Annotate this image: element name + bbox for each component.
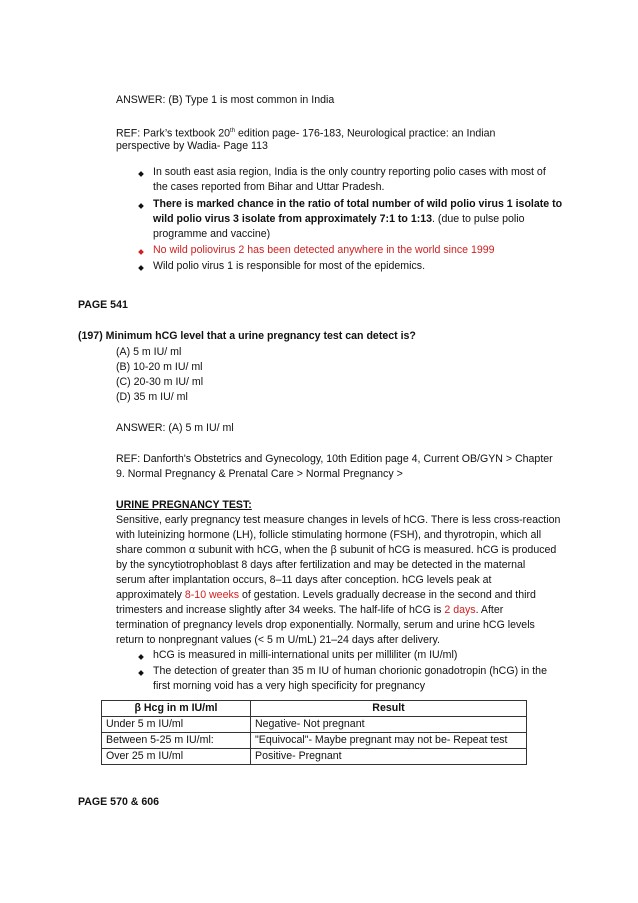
question-197: (197) Minimum hCG level that a urine pregnancy test can detect is?	[78, 330, 416, 342]
bullet-icon	[138, 249, 144, 255]
reference-danforth-line2: 9. Normal Pregnancy & Prenatal Care > Normal Pregnancy >	[116, 468, 403, 480]
table-cell: Negative- Not pregnant	[251, 717, 527, 733]
table-header: Result	[251, 701, 527, 717]
ref-superscript: th	[230, 128, 236, 134]
table-cell: Positive- Pregnant	[251, 749, 527, 765]
bullet-icon	[138, 171, 144, 177]
table-row	[102, 717, 527, 733]
table-cell: Under 5 m IU/ml	[102, 717, 251, 733]
table-cell: "Equivocal"- Maybe pregnant may not be- Repeat test	[251, 733, 527, 749]
para-line: termination of pregnancy levels drop exponentially. Normally, serum and urine hCG levels	[116, 619, 535, 631]
bullet-ratio-line1: There is marked chance in the ratio of total number of wild polio virus 1 isolate to	[153, 198, 563, 210]
para-line	[116, 588, 536, 602]
para-line: by the syncytiotrophoblast 8 days after fertilization and may be detected in the maternal	[116, 559, 526, 571]
page-541-heading: PAGE 541	[78, 299, 128, 311]
ref-text: REF: Park’s textbook 20	[116, 127, 231, 140]
page-570-heading: PAGE 570 & 606	[78, 796, 160, 808]
reference-park-line2: perspective by Wadia- Page 113	[116, 140, 268, 152]
bullet-icon	[138, 265, 144, 271]
bullet-detection-line1: The detection of greater than 35 m IU of human chorionic gonadotropin (hCG) in the	[153, 665, 547, 677]
bullet-wpv2: No wild poliovirus 2 has been detected anywhere in the world since 1999	[153, 244, 495, 256]
answer-hcg: ANSWER: (A) 5 m IU/ ml	[116, 422, 234, 434]
para-line: Sensitive, early pregnancy test measure changes in levels of hCG. There is less cross-reaction	[116, 514, 561, 526]
table-cell: Between 5-25 m IU/ml:	[102, 733, 251, 749]
para-line: serum after implantation occurs, 8–11 days after conception. hCG levels peak at	[116, 574, 492, 586]
table-cell: Over 25 m IU/ml	[102, 749, 251, 765]
para-text: . After	[475, 604, 504, 616]
bullet-ratio-line3: programme and vaccine)	[153, 228, 271, 240]
hcg-result-table	[101, 700, 527, 765]
reference-danforth-line1: REF: Danforth's Obstetrics and Gynecology, 10th Edition page 4, Current OB/GYN > Chapter	[116, 453, 553, 465]
para-text: trimesters and increase slightly after 34 weeks. The half-life of hCG is	[116, 604, 445, 616]
bullet-ratio-bold: wild polio virus 3 isolate from approximately 7:1 to 1:13	[153, 213, 433, 225]
para-text: of gestation. Levels gradually decrease in the second and third	[239, 589, 536, 601]
ref-text-continued: edition page- 176-183, Neurological practice: an Indian	[235, 127, 496, 140]
urine-test-heading: URINE PREGNANCY TEST:	[116, 499, 252, 511]
option-d: (D) 35 m IU/ ml	[116, 391, 188, 403]
option-a: (A) 5 m IU/ ml	[116, 346, 182, 358]
para-highlight: 2 days	[444, 604, 476, 616]
option-c: (C) 20-30 m IU/ ml	[116, 376, 204, 388]
para-line: return to nonpregnant values (< 5 m U/mL) 21–24 days after delivery.	[116, 634, 440, 646]
para-text: approximately	[116, 589, 185, 601]
table-row	[102, 733, 527, 749]
bullet-detection-line2: first morning void has a very high specificity for pregnancy	[153, 680, 426, 692]
bullet-sea-line1: In south east asia region, India is the only country reporting polio cases with most of	[153, 166, 546, 178]
para-line	[116, 603, 503, 617]
table-row	[102, 749, 527, 765]
option-b: (B) 10-20 m IU/ ml	[116, 361, 203, 373]
bullet-hcg-units: hCG is measured in milli-international units per milliliter (m IU/ml)	[153, 649, 458, 661]
bullet-icon	[138, 203, 144, 209]
bullet-icon	[138, 654, 144, 660]
table-header: β Hcg in m IU/ml	[102, 701, 251, 717]
bullet-icon	[138, 670, 144, 676]
para-line: with luteinizing hormone (LH), follicle stimulating hormone (FSH), and thyrotropin, which all	[116, 529, 542, 541]
bullet-sea-line2: the cases reported from Bihar and Uttar Pradesh.	[153, 181, 385, 193]
para-line: share common α subunit with hCG, when the β subunit of hCG is measured. hCG is produced	[116, 544, 557, 556]
table-header-row	[102, 701, 527, 717]
bullet-ratio-tail: . (due to pulse polio	[432, 213, 525, 225]
bullet-wpv1: Wild polio virus 1 is responsible for most of the epidemics.	[153, 260, 426, 272]
answer-polio: ANSWER: (B) Type 1 is most common in India	[116, 94, 335, 106]
para-highlight: 8-10 weeks	[184, 589, 240, 601]
bullet-ratio-line2	[153, 212, 525, 226]
